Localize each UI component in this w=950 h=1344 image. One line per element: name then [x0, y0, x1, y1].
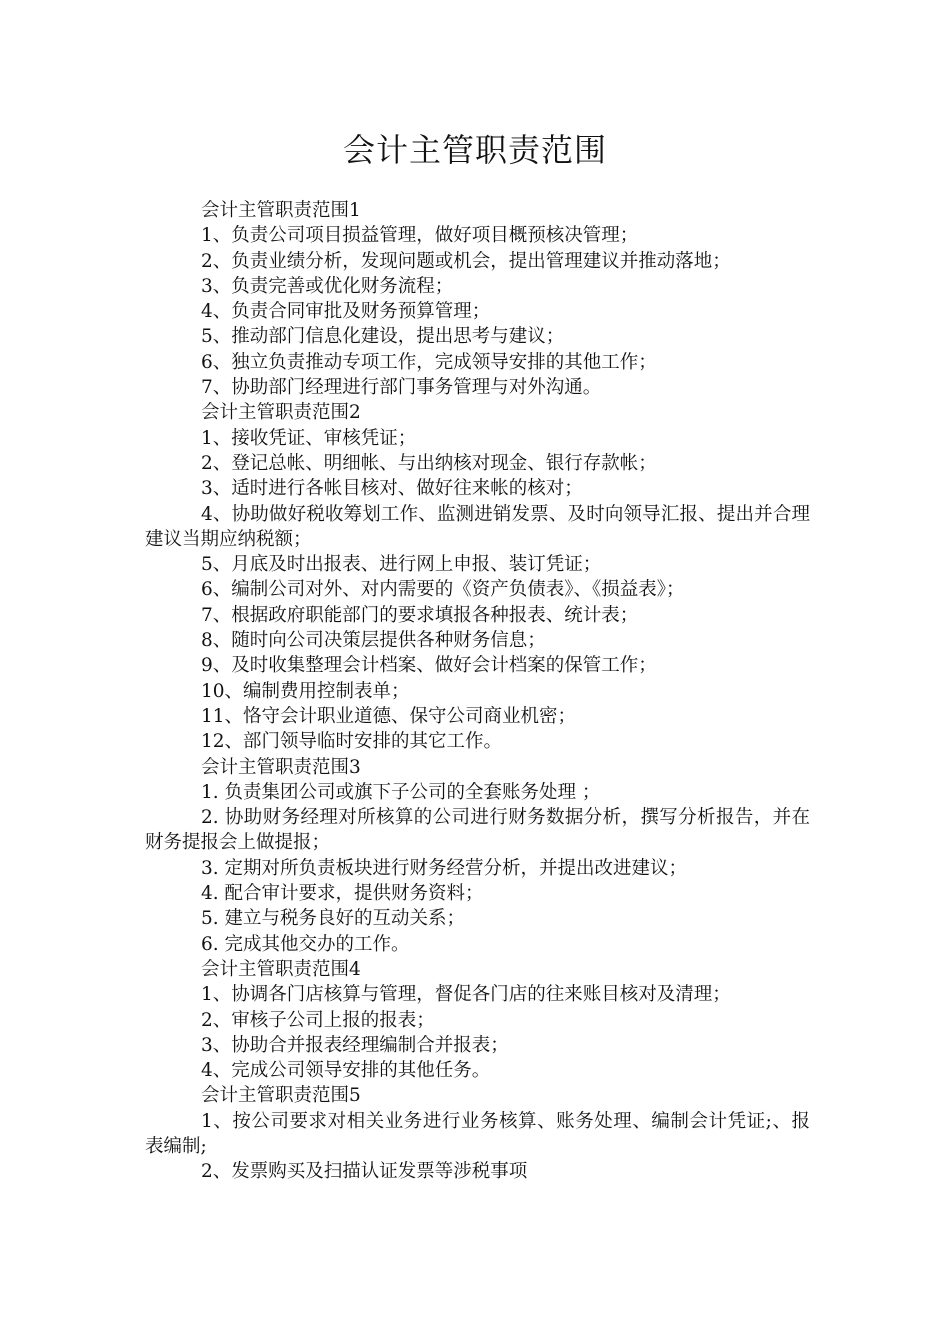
paragraph: 8、随时向公司决策层提供各种财务信息；	[201, 630, 546, 652]
paragraph: 3、适时进行各帐目核对、做好往来帐的核对；	[201, 478, 583, 500]
paragraph: 2、负责业绩分析，发现问题或机会，提出管理建议并推动落地；	[201, 250, 731, 272]
paragraph: 4. 配合审计要求，提供财务资料；	[201, 883, 484, 905]
paragraph: 5、推动部门信息化建设，提出思考与建议；	[201, 326, 565, 348]
paragraph: 2、登记总帐、明细帐、与出纳核对现金、银行存款帐；	[201, 452, 657, 474]
paragraph: 1、协调各门店核算与管理，督促各门店的往来账目核对及清理；	[201, 984, 731, 1006]
paragraph: 2、发票购买及扫描认证发票等涉税事项	[201, 1161, 528, 1183]
paragraph: 4、协助做好税收筹划工作、监测进销发票、及时向领导汇报、提出并合理建议当期应纳税额；	[145, 503, 810, 550]
paragraph: 4、完成公司领导安排的其他任务。	[201, 1060, 491, 1082]
paragraph: 11、恪守会计职业道德、保守公司商业机密；	[201, 705, 577, 727]
paragraph: 6. 完成其他交办的工作。	[201, 933, 410, 955]
paragraph: 会计主管职责范围2	[201, 402, 361, 424]
page-title: 会计主管职责范围	[342, 131, 607, 169]
paragraph: 7、根据政府职能部门的要求填报各种报表、统计表；	[201, 604, 639, 626]
paragraph: 1、负责公司项目损益管理，做好项目概预核决管理；	[201, 225, 639, 247]
paragraph: 10、编制费用控制表单；	[201, 680, 410, 702]
paragraph: 4、负责合同审批及财务预算管理；	[201, 301, 491, 323]
paragraph: 会计主管职责范围3	[201, 756, 361, 778]
paragraph: 9、及时收集整理会计档案、做好会计档案的保管工作；	[201, 655, 657, 677]
paragraph: 2、审核子公司上报的报表；	[201, 1009, 435, 1031]
paragraph: 6、编制公司对外、对内需要的《资产负债表》、《损益表》；	[201, 579, 685, 601]
paragraph: 会计主管职责范围4	[201, 958, 361, 980]
paragraph: 1、按公司要求对相关业务进行业务核算、账务处理、编制会计凭证;、报表编制;	[145, 1110, 810, 1157]
paragraph: 2. 协助财务经理对所核算的公司进行财务数据分析，撰写分析报告，并在财务提报会上做提报；	[145, 807, 810, 854]
paragraph: 12、部门领导临时安排的其它工作。	[201, 731, 503, 753]
paragraph: 5、月底及时出报表、进行网上申报、装订凭证；	[201, 554, 602, 576]
paragraph: 3. 定期对所负责板块进行财务经营分析，并提出改进建议；	[201, 857, 688, 879]
paragraph: 1、接收凭证、审核凭证；	[201, 427, 417, 449]
paragraph: 7、协助部门经理进行部门事务管理与对外沟通。	[201, 377, 602, 399]
paragraph: 1. 负责集团公司或旗下子公司的全套账务处理 ；	[201, 781, 601, 803]
paragraph: 3、负责完善或优化财务流程；	[201, 275, 454, 297]
document-body	[145, 198, 810, 1185]
paragraph: 6、独立负责推动专项工作，完成领导安排的其他工作；	[201, 351, 657, 373]
paragraph: 3、协助合并报表经理编制合并报表；	[201, 1034, 509, 1056]
paragraph: 5. 建立与税务良好的互动关系；	[201, 908, 466, 930]
paragraph: 会计主管职责范围5	[201, 1085, 361, 1107]
paragraph: 会计主管职责范围1	[201, 200, 361, 221]
